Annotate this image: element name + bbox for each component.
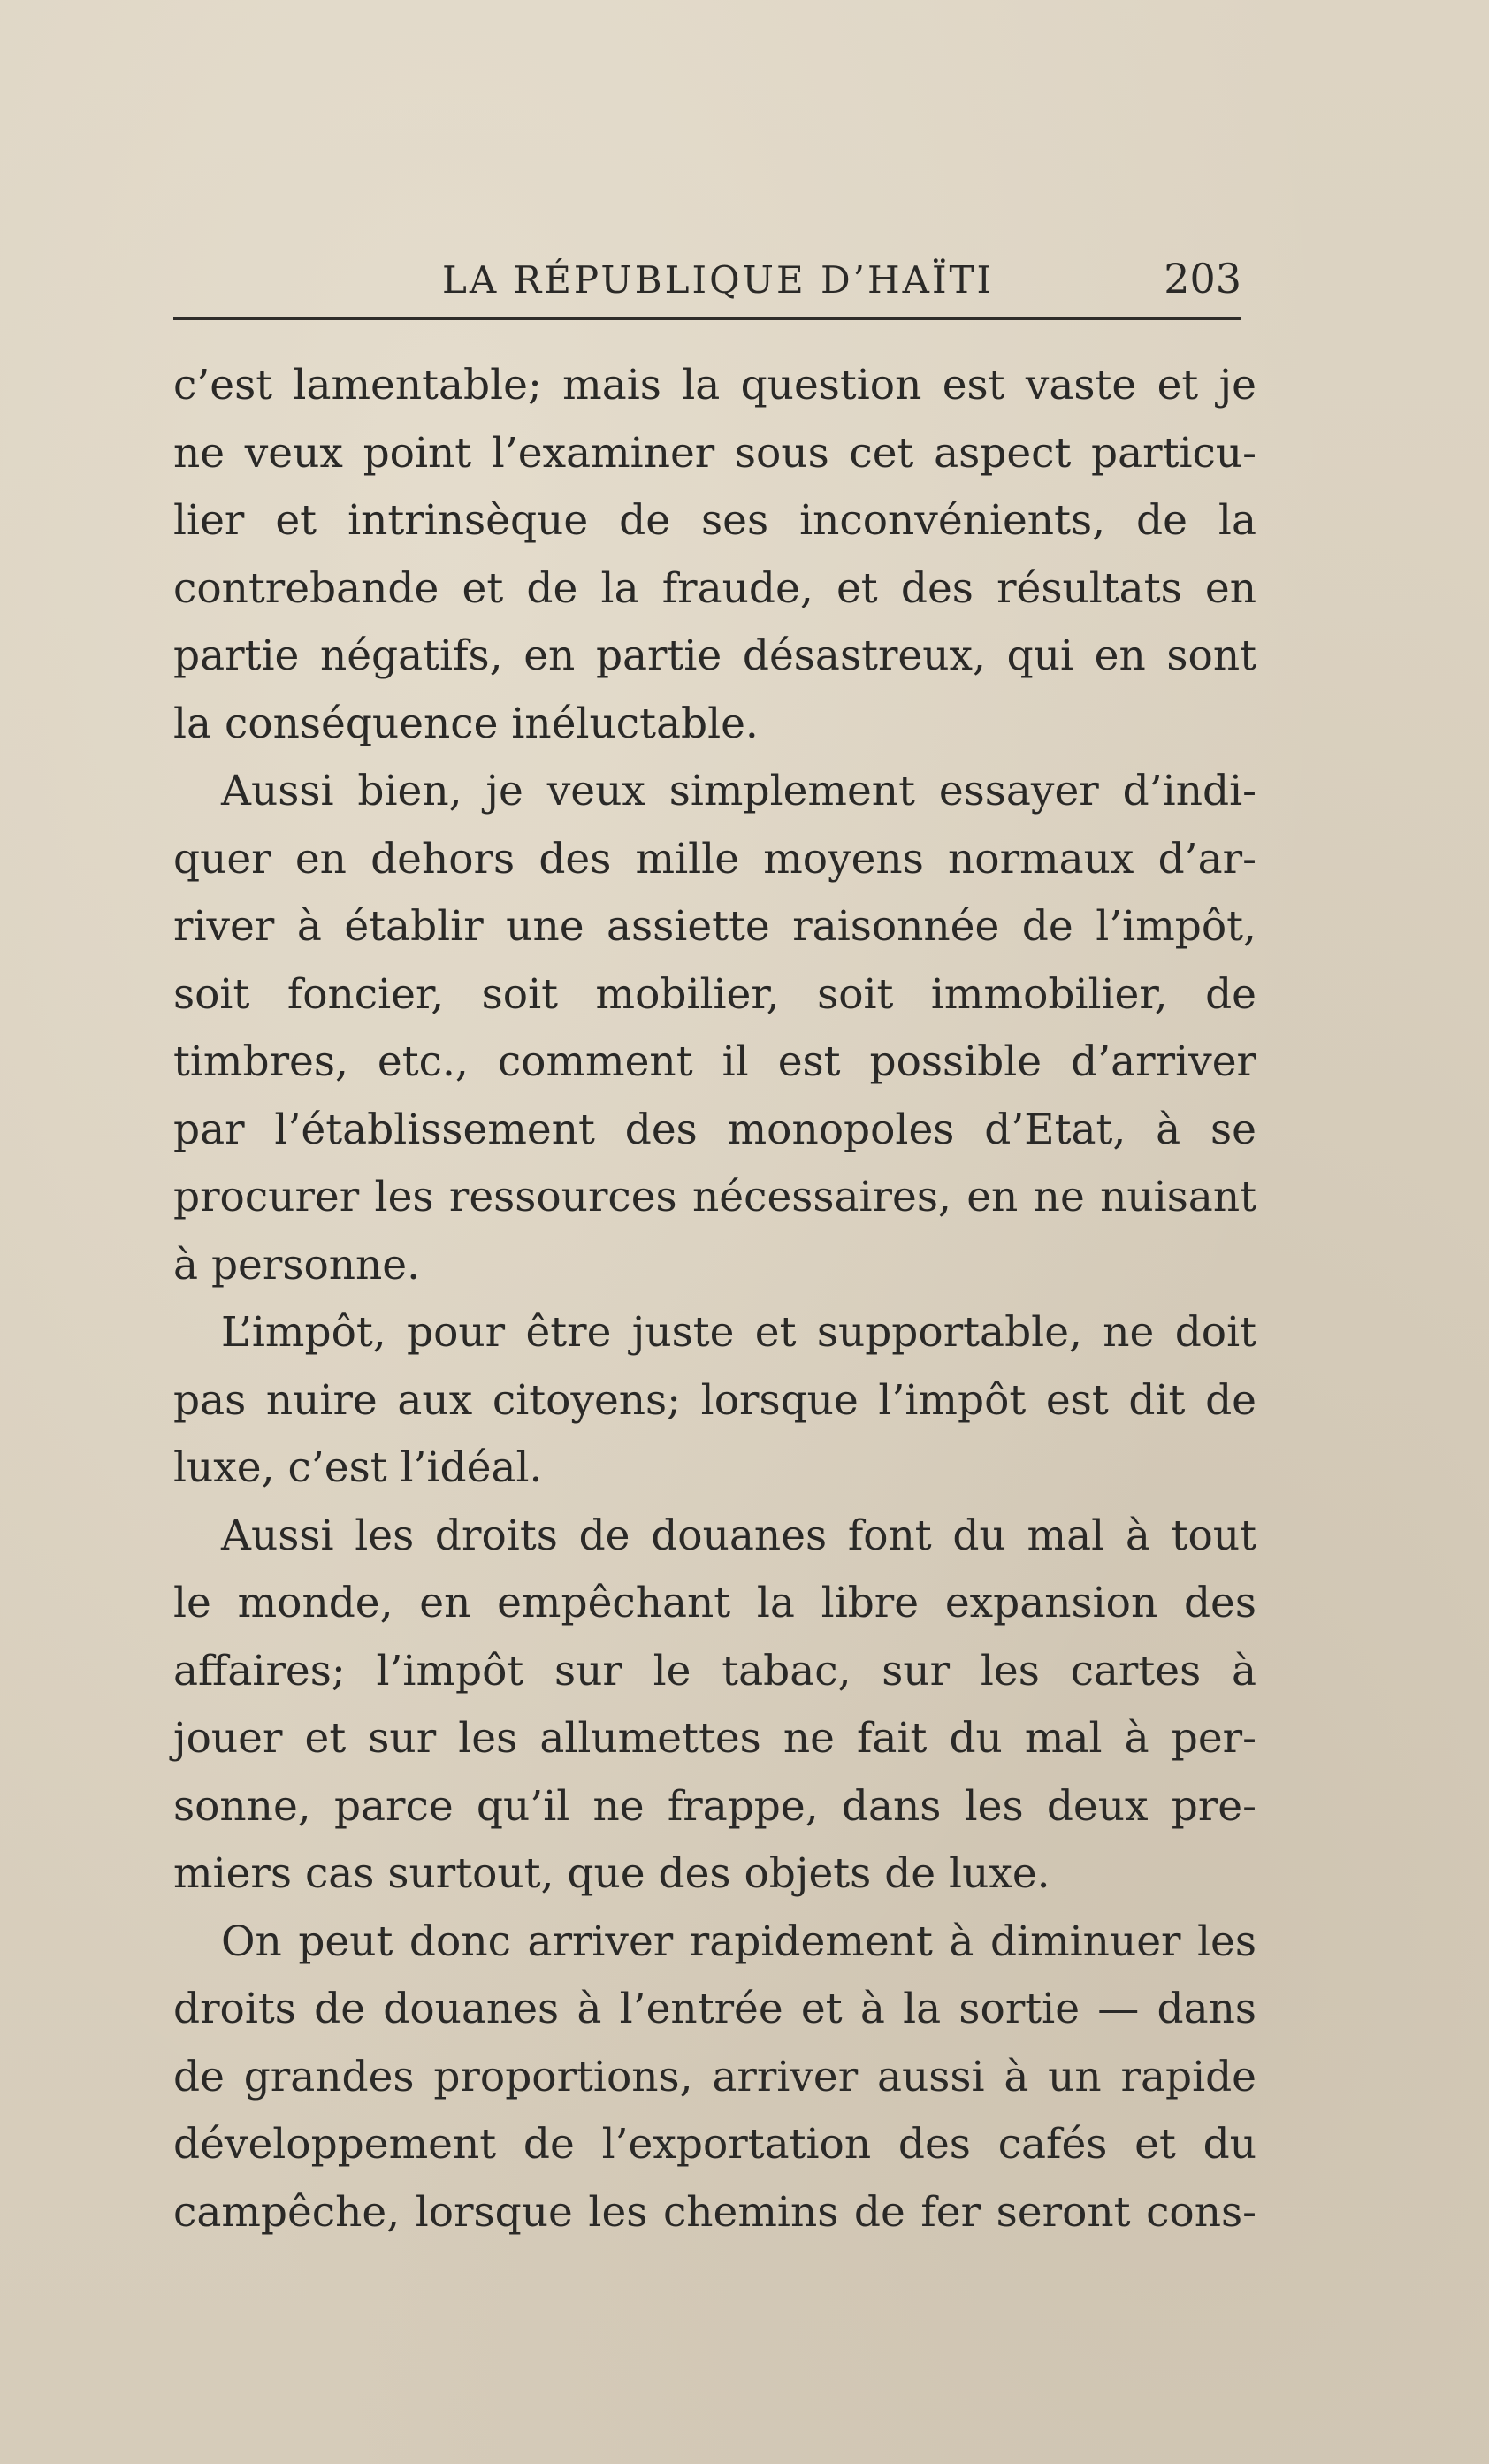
text-line: jouer et sur les allumettes ne fait du mal à per- bbox=[173, 1714, 1256, 1763]
text-line: L’impôt, pour être juste et supportable, ne doit bbox=[221, 1308, 1256, 1357]
text-line: soit foncier, soit mobilier, soit immobilier, de bbox=[173, 969, 1256, 1019]
text-line: Aussi les droits de douanes font du mal à tout bbox=[221, 1511, 1256, 1560]
text-line: Aussi bien, je veux simplement essayer d’indi- bbox=[221, 767, 1256, 815]
text-line: droits de douanes à l’entrée et à la sortie — dans bbox=[173, 1985, 1256, 2033]
text-line: partie négatifs, en partie désastreux, qui en sont bbox=[173, 631, 1256, 680]
body-text bbox=[173, 352, 1256, 2246]
header-rule bbox=[173, 317, 1241, 320]
text-line: campêche, lorsque les chemins de fer seront cons- bbox=[173, 2187, 1256, 2237]
text-line: sonne, parce qu’il ne frappe, dans les deux pre- bbox=[173, 1781, 1256, 1831]
text-line: contrebande et de la fraude, et des résultats en bbox=[173, 563, 1256, 613]
text-line: procurer les ressources nécessaires, en ne nuisant bbox=[173, 1173, 1256, 1221]
text-line: river à établir une assiette raisonnée de l’impôt, bbox=[173, 902, 1256, 951]
text-line: timbres, etc., comment il est possible d’arriver bbox=[173, 1037, 1256, 1086]
text-line: par l’établissement des monopoles d’Etat, à se bbox=[173, 1105, 1256, 1154]
text-line: quer en dehors des mille moyens normaux d’ar- bbox=[173, 834, 1256, 884]
page-number: 203 bbox=[1164, 255, 1241, 302]
text-line: la conséquence inéluctable. bbox=[173, 699, 759, 748]
running-title: LA RÉPUBLIQUE D’HAÏTI bbox=[442, 258, 995, 302]
text-line: On peut donc arriver rapidement à diminuer les bbox=[221, 1917, 1256, 1966]
text-line: ne veux point l’examiner sous cet aspect particu- bbox=[173, 428, 1256, 478]
text-line: luxe, c’est l’idéal. bbox=[173, 1443, 543, 1492]
text-line: lier et intrinsèque de ses inconvénients, de la bbox=[173, 496, 1256, 545]
text-line: à personne. bbox=[173, 1240, 421, 1289]
text-line: le monde, en empêchant la libre expansion des bbox=[173, 1579, 1256, 1627]
text-line: miers cas surtout, que des objets de luxe. bbox=[173, 1849, 1050, 1898]
text-line: affaires; l’impôt sur le tabac, sur les cartes à bbox=[173, 1646, 1256, 1695]
text-line: de grandes proportions, arriver aussi à un rapide bbox=[173, 2052, 1256, 2101]
text-line: pas nuire aux citoyens; lorsque l’impôt est dit de bbox=[173, 1375, 1256, 1425]
text-line: développement de l’exportation des cafés et du bbox=[173, 2120, 1256, 2169]
text-line: c’est lamentable; mais la question est vaste et je bbox=[173, 361, 1256, 409]
page-header bbox=[173, 255, 1241, 311]
